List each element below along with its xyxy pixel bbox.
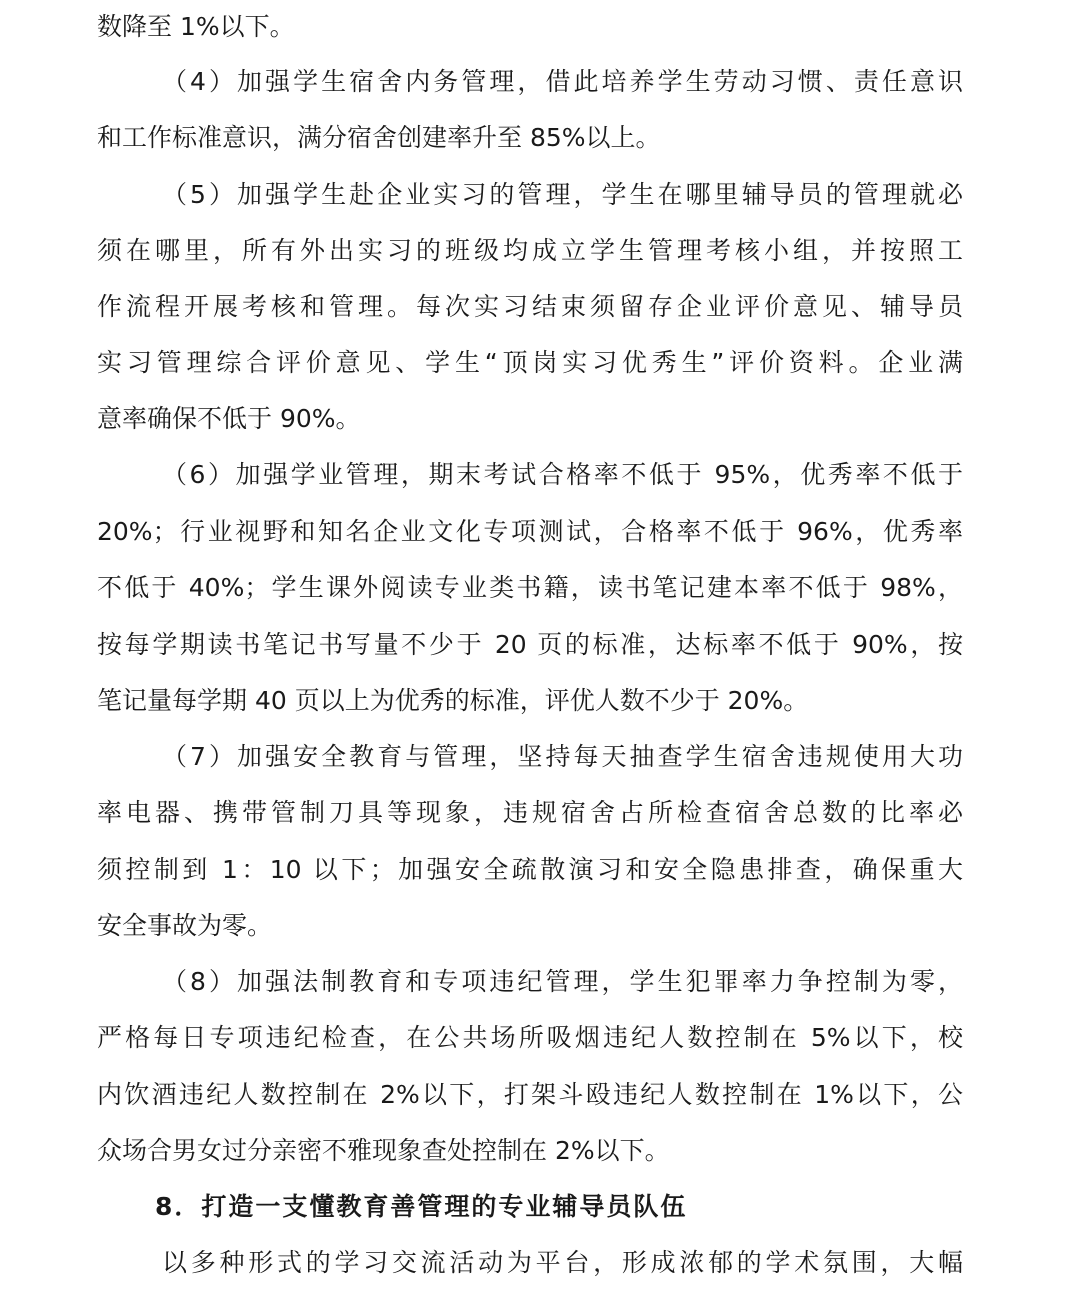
- text-line: 20%；行业视野和知名企业文化专项测试，合格率不低于 96%，优秀率: [97, 517, 963, 546]
- text-line: 按每学期读书笔记书写量不少于 20 页的标准，达标率不低于 90%，按: [97, 630, 963, 659]
- text-line: （7）加强安全教育与管理，坚持每天抽查学生宿舍违规使用大功: [162, 742, 963, 771]
- text-line: （6）加强学业管理，期末考试合格率不低于 95%，优秀率不低于: [162, 460, 963, 489]
- text-line: 数降至 1%以下。: [97, 12, 295, 41]
- text-line: 安全事故为零。: [97, 911, 273, 940]
- text-line: 率电器、携带管制刀具等现象，违规宿舍占所检查宿舍总数的比率必: [97, 798, 963, 827]
- text-line: 作流程开展考核和管理。每次实习结束须留存企业评价意见、辅导员: [97, 292, 963, 321]
- text-line: 不低于 40%；学生课外阅读专业类书籍，读书笔记建本率不低于 98%，: [97, 573, 963, 602]
- text-line: 和工作标准意识，满分宿舍创建率升至 85%以上。: [97, 123, 661, 152]
- section-heading: 8．打造一支懂教育善管理的专业辅导员队伍: [155, 1192, 688, 1221]
- text-line: 严格每日专项违纪检查，在公共场所吸烟违纪人数控制在 5%以下，校: [97, 1023, 963, 1052]
- text-line: 实习管理综合评价意见、学生“顶岗实习优秀生”评价资料。企业满: [97, 348, 963, 377]
- text-line: （5）加强学生赴企业实习的管理，学生在哪里辅导员的管理就必: [162, 180, 963, 209]
- text-line: 意率确保不低于 90%。: [97, 404, 361, 433]
- text-line: （8）加强法制教育和专项违纪管理，学生犯罪率力争控制为零，: [162, 967, 963, 996]
- text-line: 须控制到 1：10 以下；加强安全疏散演习和安全隐患排查，确保重大: [97, 855, 963, 884]
- text-line: 众场合男女过分亲密不雅现象查处控制在 2%以下。: [97, 1136, 670, 1165]
- text-line: 笔记量每学期 40 页以上为优秀的标准，评优人数不少于 20%。: [97, 686, 809, 715]
- text-line: （4）加强学生宿舍内务管理，借此培养学生劳动习惯、责任意识: [162, 67, 963, 96]
- text-line: 以多种形式的学习交流活动为平台，形成浓郁的学术氛围，大幅: [162, 1248, 963, 1277]
- text-line: 须在哪里，所有外出实习的班级均成立学生管理考核小组，并按照工: [97, 236, 963, 265]
- text-line: 内饮酒违纪人数控制在 2%以下，打架斗殴违纪人数控制在 1%以下，公: [97, 1080, 963, 1109]
